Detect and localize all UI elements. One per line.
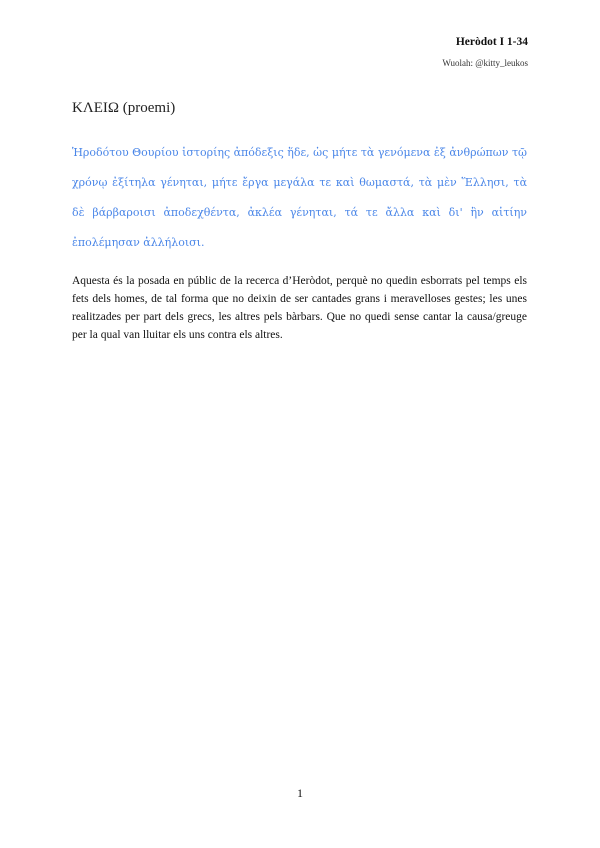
document-author: Wuolah: @kitty_leukos <box>442 58 528 68</box>
page-number: 1 <box>297 786 303 800</box>
catalan-translation: Aquesta és la posada en públic de la recerca d’Heròdot, perquè no quedin esborrats pel temps els fets dels homes, de tal forma que no deixin de ser cantades grans i meravelloses gestes; les unes realitzades per part dels grecs, les altres pels bàrbars. Que no quedi sense cantar la causa/greuge per la qual van lluitar els uns contra els altres. <box>72 275 527 341</box>
greek-original-text: Ἡροδότου Θουρίου ἱστορίης ἀπόδεξις ἥδε, ὡς μήτε τὰ γενόμενα ἐξ ἀνθρώπων τῷ χρόνῳ ἐξίτηλα γένηται, μήτε ἔργα μεγάλα τε καὶ θωμαστά, τὰ μὲν Ἕλλησι, τὰ δὲ βάρβαροισι ἀποδεχθέντα, ἀκλέα γένηται, τά τε ἄλλα καὶ δι' ἣν αἰτίην ἐπολέμησαν ἀλλήλοισι. <box>72 146 527 249</box>
document-title: Heròdot I 1-34 <box>455 36 528 48</box>
section-heading: ΚΛΕΙΩ (proemi) <box>72 100 176 116</box>
